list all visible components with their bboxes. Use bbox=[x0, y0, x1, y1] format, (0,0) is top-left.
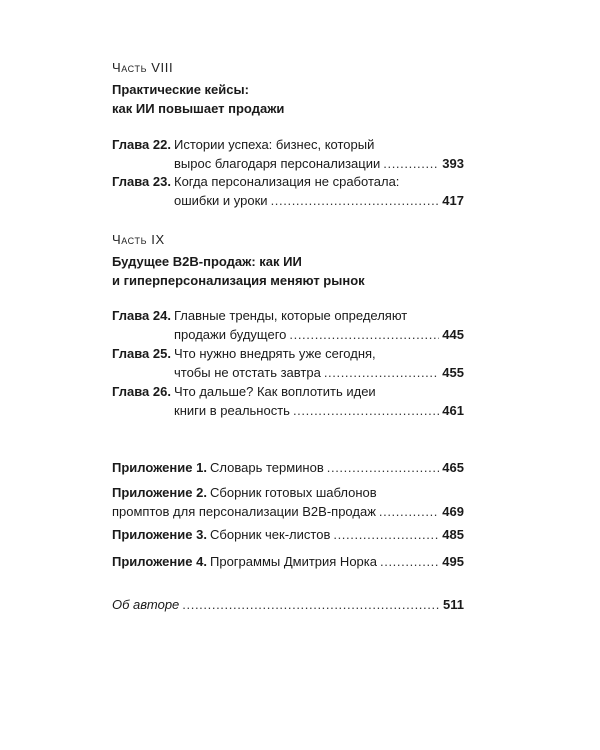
dot-leader bbox=[324, 363, 439, 382]
toc-entry-chapter-26[interactable] bbox=[112, 382, 464, 420]
part-title bbox=[112, 80, 464, 118]
chapter-label: Глава 23. bbox=[112, 174, 171, 189]
toc-entry-chapter-24[interactable] bbox=[112, 306, 464, 344]
appendix-label: Приложение 3. bbox=[112, 527, 207, 542]
chapter-title-cont: продажи будущего bbox=[174, 327, 287, 342]
toc-entry-appendix-3[interactable] bbox=[112, 525, 464, 544]
page-number: 485 bbox=[442, 527, 464, 542]
page-number: 495 bbox=[442, 554, 464, 569]
page-number: 465 bbox=[442, 460, 464, 475]
part-label: Часть VIII bbox=[112, 60, 174, 75]
appendix-title: Сборник чек-листов bbox=[210, 527, 331, 542]
chapter-label: Глава 24. bbox=[112, 308, 171, 323]
part-title-line: и гиперперсонализация меняют рынок bbox=[112, 273, 365, 288]
dot-leader bbox=[293, 401, 439, 420]
chapter-title-cont: вырос благодаря персонализации bbox=[174, 156, 381, 171]
toc-entry-chapter-22[interactable] bbox=[112, 135, 464, 173]
dot-leader bbox=[289, 325, 439, 344]
chapter-title: Главные тренды, которые определяют bbox=[174, 308, 408, 323]
dot-leader bbox=[333, 525, 439, 544]
appendix-label: Приложение 4. bbox=[112, 554, 207, 569]
dot-leader bbox=[182, 595, 440, 614]
toc-entry-chapter-23[interactable] bbox=[112, 172, 464, 210]
dot-leader bbox=[383, 154, 439, 173]
page-number: 511 bbox=[443, 597, 464, 612]
part-title-line: как ИИ повышает продажи bbox=[112, 101, 285, 116]
chapter-title: Когда персонализация не сработала: bbox=[174, 174, 400, 189]
chapter-label: Глава 25. bbox=[112, 346, 171, 361]
part-title-line: Будущее B2B-продаж: как ИИ bbox=[112, 254, 302, 269]
page-number: 455 bbox=[442, 365, 464, 380]
dot-leader bbox=[271, 191, 440, 210]
dot-leader bbox=[379, 502, 439, 521]
toc-entry-chapter-25[interactable] bbox=[112, 344, 464, 382]
page-number: 417 bbox=[442, 193, 464, 208]
part-title bbox=[112, 252, 464, 290]
part-label: Часть IX bbox=[112, 232, 165, 247]
page-number: 461 bbox=[442, 403, 464, 418]
appendix-title: Сборник готовых шаблонов bbox=[210, 485, 377, 500]
toc-entry-appendix-4[interactable] bbox=[112, 552, 464, 571]
chapter-title: Что дальше? Как воплотить идеи bbox=[174, 384, 376, 399]
chapter-label: Глава 22. bbox=[112, 137, 171, 152]
appendix-title-cont: промптов для персонализации B2B-продаж bbox=[112, 504, 376, 519]
page-number: 445 bbox=[442, 327, 464, 342]
about-author-title: Об авторе bbox=[112, 597, 180, 612]
page-number: 469 bbox=[442, 504, 464, 519]
chapter-label: Глава 26. bbox=[112, 384, 171, 399]
dot-leader bbox=[380, 552, 439, 571]
appendix-title: Словарь терминов bbox=[210, 460, 324, 475]
chapter-title: Истории успеха: бизнес, который bbox=[174, 137, 375, 152]
appendix-label: Приложение 1. bbox=[112, 460, 207, 475]
chapter-title: Что нужно внедрять уже сегодня, bbox=[174, 346, 376, 361]
toc-entry-appendix-2[interactable] bbox=[112, 483, 464, 521]
page-number: 393 bbox=[442, 156, 464, 171]
appendix-label: Приложение 2. bbox=[112, 485, 207, 500]
toc-entry-appendix-1[interactable] bbox=[112, 458, 464, 477]
dot-leader bbox=[327, 458, 440, 477]
appendix-title: Программы Дмитрия Норка bbox=[210, 554, 377, 569]
chapter-title-cont: ошибки и уроки bbox=[174, 193, 268, 208]
chapter-title-cont: чтобы не отстать завтра bbox=[174, 365, 321, 380]
toc-entry-about-author[interactable] bbox=[112, 595, 464, 614]
part-title-line: Практические кейсы: bbox=[112, 82, 249, 97]
chapter-title-cont: книги в реальность bbox=[174, 403, 290, 418]
